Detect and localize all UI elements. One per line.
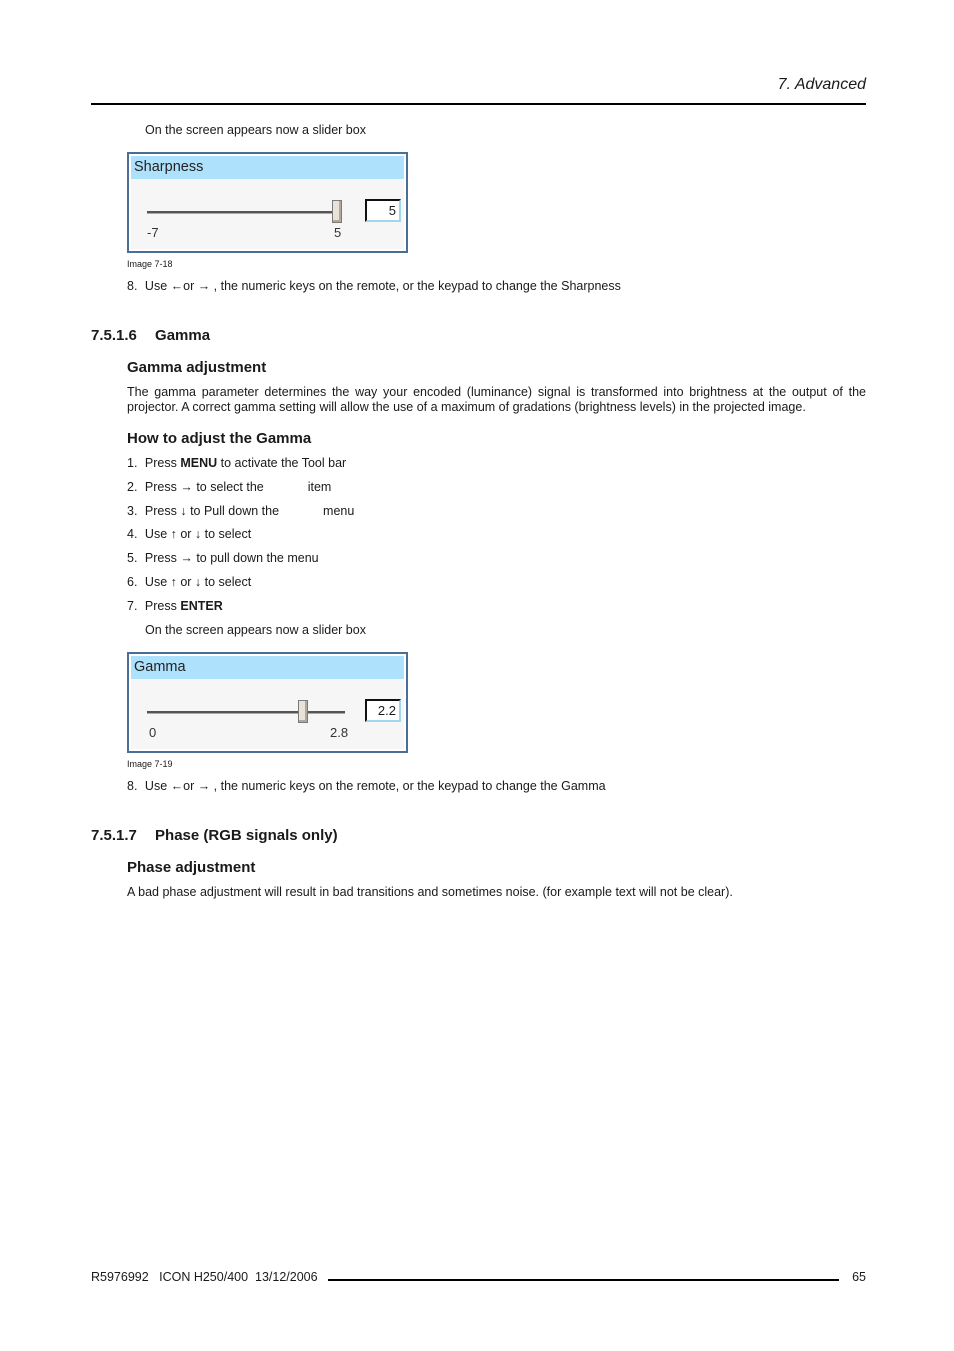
step-text-tail: to activate the Tool bar (217, 456, 347, 470)
gamma-howto-heading: How to adjust the Gamma (127, 430, 312, 447)
step-text: Press ↓ to Pull down the (144, 504, 280, 518)
step-text: Use ↑ or ↓ to select (144, 575, 252, 589)
gamma-step (127, 456, 346, 471)
sharpness-slider-dialog (127, 152, 408, 253)
step-text: Use ←or → , the numeric keys on the remote, or the keypad to change the Sharpness (144, 279, 621, 293)
step-keyword: ENTER (180, 599, 223, 613)
step-text-tail: item (307, 480, 332, 494)
sharpness-slider-track[interactable] (147, 211, 337, 214)
step-text: Use ←or → , the numeric keys on the remote, or the keypad to change the Gamma (144, 779, 606, 793)
footer-divider (328, 1279, 839, 1281)
gamma-dialog-body (131, 679, 404, 749)
gamma-step (127, 480, 331, 495)
sharpness-value-field[interactable]: 5 (365, 199, 401, 222)
section-number: 7.5.1.6 (91, 327, 137, 344)
step-number: 1. (127, 456, 138, 470)
step-number: 2. (127, 480, 138, 494)
step-number: 6. (127, 575, 138, 589)
gamma-slider-thumb[interactable] (298, 700, 308, 723)
gamma-dialog-title: Gamma (131, 656, 404, 679)
section-title: Gamma (155, 327, 211, 344)
gamma-step (127, 599, 223, 614)
step-text: Press → to select the (144, 480, 264, 494)
step-number: 5. (127, 551, 138, 565)
step-text: Use ↑ or ↓ to select (144, 527, 252, 541)
gamma-adjustment-heading: Gamma adjustment (127, 359, 267, 376)
sharpness-current-label: 5 (334, 225, 342, 240)
sharpness-dialog-body (131, 179, 404, 249)
step-number: 3. (127, 504, 138, 518)
section-number: 7.5.1.7 (91, 827, 137, 844)
gamma-image-caption: Image 7-19 (127, 759, 173, 769)
gamma-section-heading (91, 327, 210, 344)
step-number: 4. (127, 527, 138, 541)
phase-description: A bad phase adjustment will result in bad transitions and sometimes noise. (for example text will not be clear). (127, 885, 733, 899)
section-title: Phase (RGB signals only) (155, 827, 338, 844)
step-keyword: MENU (180, 456, 218, 470)
phase-section-heading (91, 827, 338, 844)
phase-adjustment-heading: Phase adjustment (127, 859, 256, 876)
step-number: 8. (127, 279, 138, 293)
gamma-value-field[interactable]: 2.2 (365, 699, 401, 722)
step-text: Press (144, 599, 181, 613)
sharpness-step-8 (127, 279, 621, 294)
gamma-description: The gamma parameter determines the way your encoded (luminance) signal is transformed into brightness at the output of the projector. A correct gamma setting will allow the use of a maximum of gradations (brightness levels) in the projected image. (127, 385, 866, 414)
sharpness-image-caption: Image 7-18 (127, 259, 173, 269)
footer-document-info: R5976992 ICON H250/400 13/12/2006 (91, 1270, 318, 1284)
gamma-slider-track[interactable] (147, 711, 345, 714)
gamma-step (127, 551, 319, 566)
sharpness-slider-thumb[interactable] (332, 200, 342, 223)
gamma-step (127, 504, 354, 519)
gamma-step-8 (127, 779, 606, 794)
gamma-intro: On the screen appears now a slider box (145, 623, 366, 637)
step-text: Press (144, 456, 181, 470)
step-number: 7. (127, 599, 138, 613)
sharpness-intro: On the screen appears now a slider box (145, 123, 366, 137)
step-text: Press → to pull down the menu (144, 551, 319, 565)
sharpness-min-label: -7 (147, 225, 159, 240)
page-number: 65 (852, 1270, 866, 1284)
step-text-tail: menu (323, 504, 355, 518)
step-number: 8. (127, 779, 138, 793)
gamma-step (127, 527, 251, 542)
gamma-slider-dialog (127, 652, 408, 753)
gamma-min-label: 0 (149, 725, 157, 740)
gamma-current-label: 2.8 (330, 725, 349, 740)
gamma-step (127, 575, 251, 590)
chapter-title: 7. Advanced (777, 76, 866, 93)
header-divider (91, 103, 866, 105)
sharpness-dialog-title: Sharpness (131, 156, 404, 179)
